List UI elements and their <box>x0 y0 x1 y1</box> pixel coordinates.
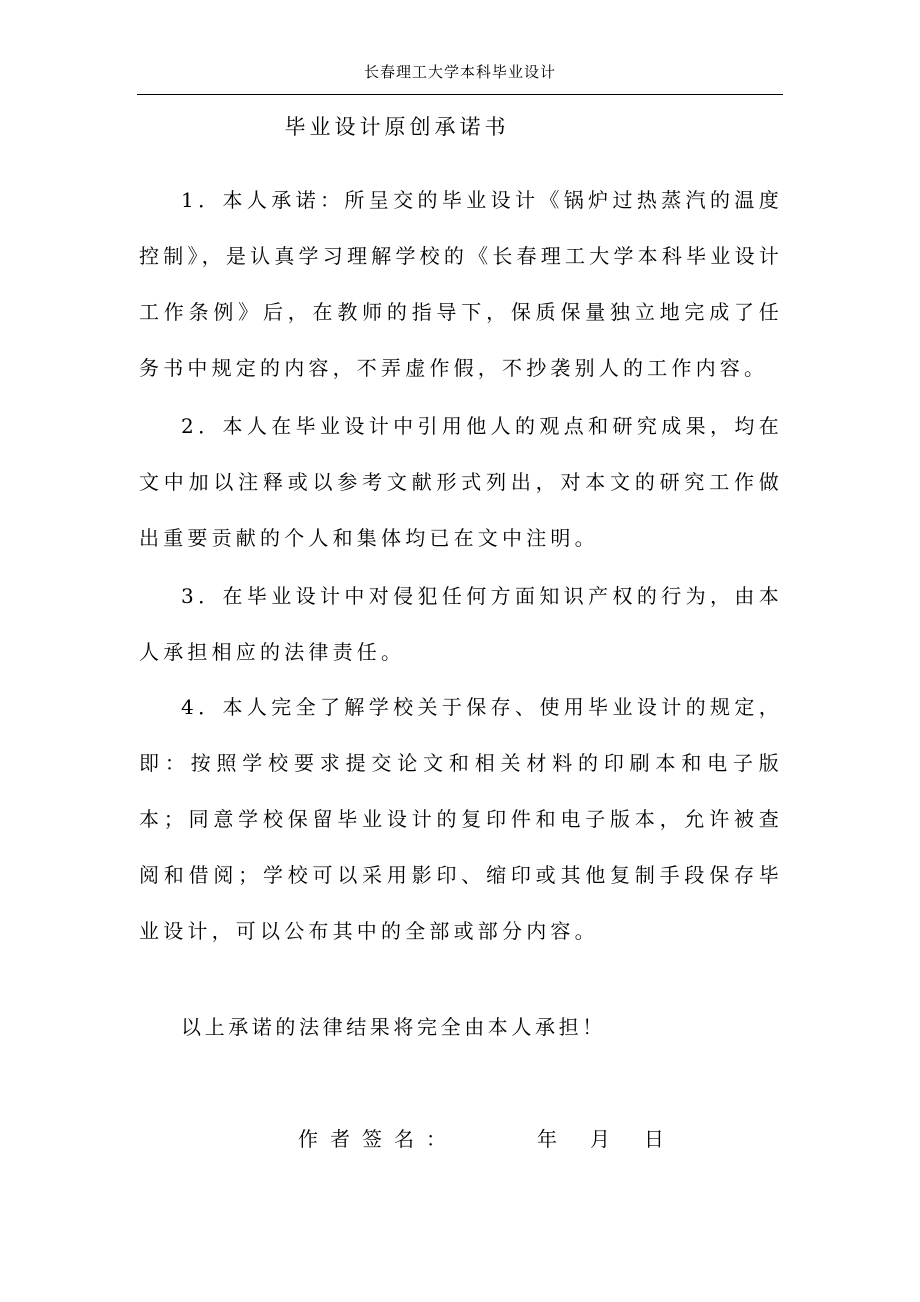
commitment-clause-2: 2．本人在毕业设计中引用他人的观点和研究成果，均在文中加以注释或以参考文献形式列出，对本文的研究工作做出重要贡献的个人和集体均已在文中注明。 <box>139 414 783 550</box>
author-signature-label: 作者签名： <box>298 1127 458 1151</box>
document-title: 毕业设计原创承诺书 <box>284 115 510 139</box>
commitment-clause-3: 3．在毕业设计中对侵犯任何方面知识产权的行为，由本人承担相应的法律责任。 <box>139 584 783 664</box>
conclusion-statement: 以上承诺的法律结果将完全由本人承担！ <box>181 1015 606 1039</box>
signature-year-label: 年 <box>537 1127 557 1151</box>
commitment-clause-1: 1．本人承诺：所呈交的毕业设计《锅炉过热蒸汽的温度控制》，是认真学习理解学校的《长春理工大学本科毕业设计工作条例》后，在教师的指导下，保质保量独立地完成了任务书中规定的内容，不弄虚作假，不抄袭别人的工作内容。 <box>139 188 783 380</box>
header-divider <box>137 94 783 95</box>
signature-day-label: 日 <box>644 1127 664 1151</box>
signature-month-label: 月 <box>590 1127 610 1151</box>
commitment-clause-4: 4．本人完全了解学校关于保存、使用毕业设计的规定，即：按照学校要求提交论文和相关材料的印刷本和电子版本；同意学校保留毕业设计的复印件和电子版本，允许被查阅和借阅；学校可以采用影印、缩印或其他复制手段保存毕业设计，可以公布其中的全部或部分内容。 <box>139 695 783 943</box>
page-header: 长春理工大学本科毕业设计 <box>363 63 556 81</box>
